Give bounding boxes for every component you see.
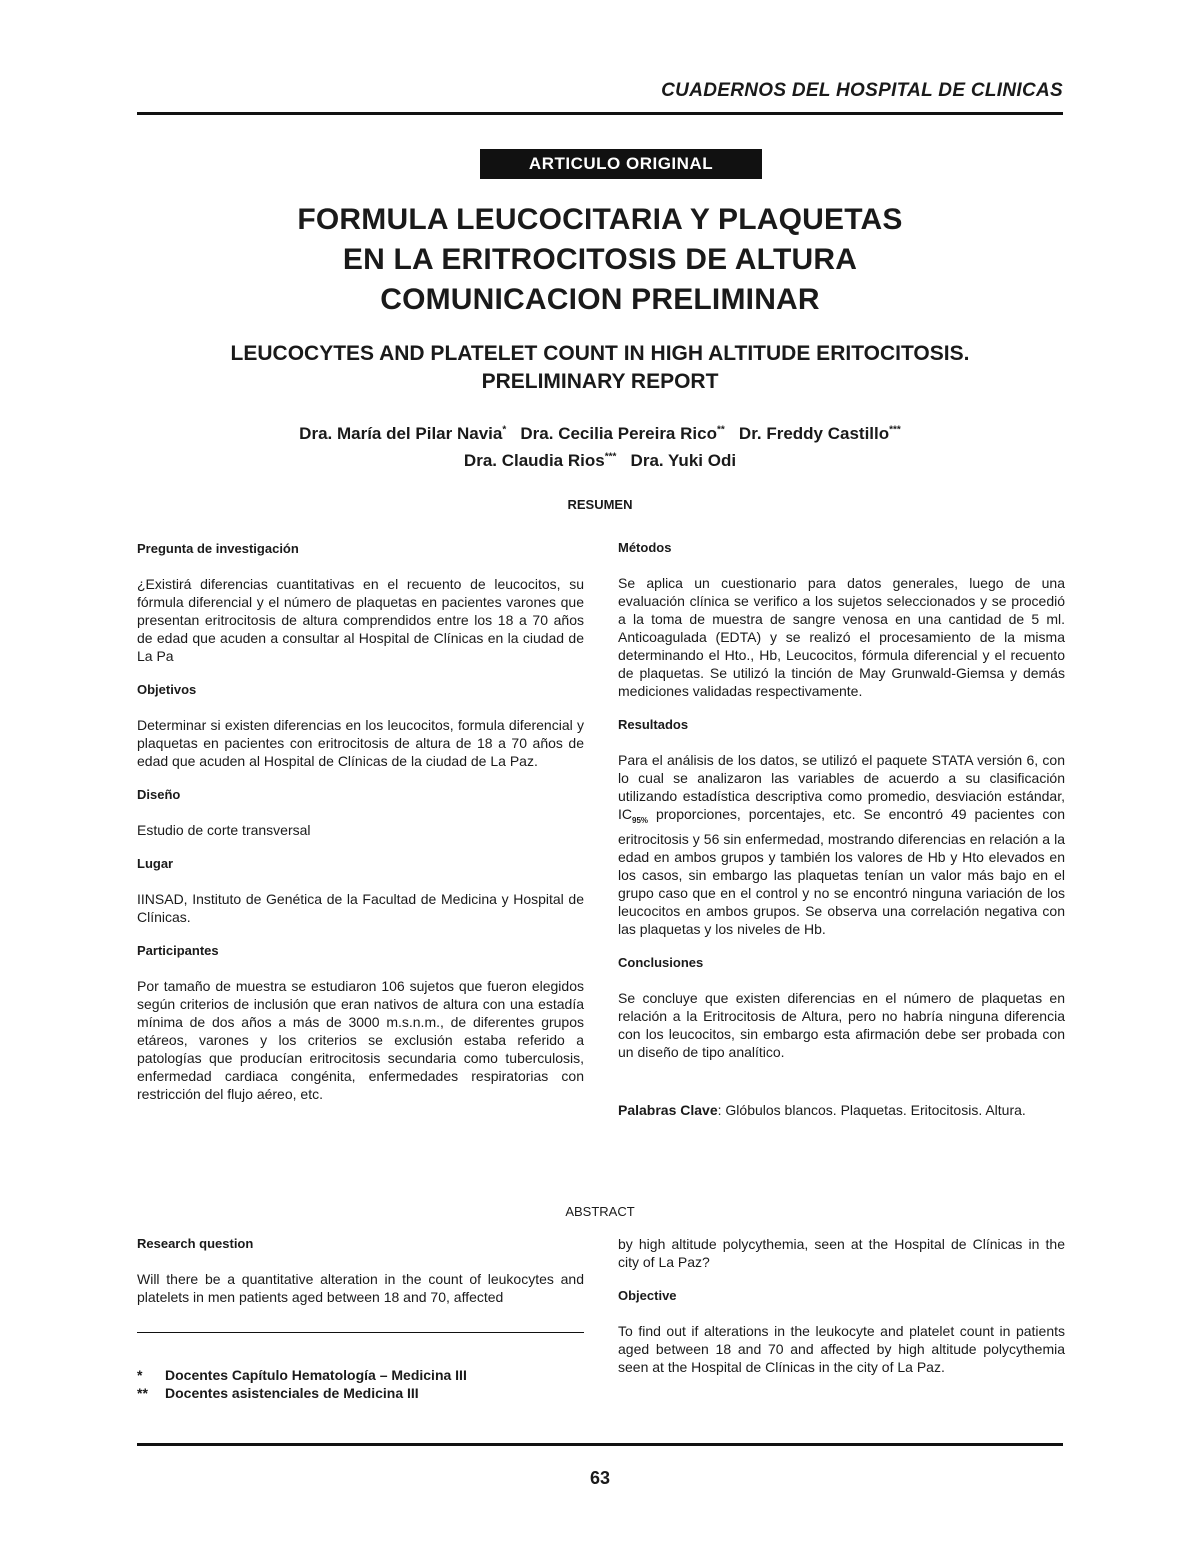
paragraph: IINSAD, Instituto de Genética de la Facultad de Medicina y Hospital de Clínicas.: [137, 891, 584, 925]
section-heading: Resultados: [618, 717, 689, 732]
footnote: ** Docentes asistenciales de Medicina III: [137, 1385, 419, 1401]
paragraph: ¿Existirá diferencias cuantitativas en el recuento de leucocitos, su fórmula diferencial y el número de plaquetas en pacientes varones que presentan eritrocitosis de altura comprendidos entre los 18 a 70 años de edad que acuden a consultar al Hospital de Clínicas en la ciudad de La Pa: [137, 576, 584, 664]
paragraph: by high altitude polycythemia, seen at the Hospital de Clínicas in the city of La Paz?: [618, 1236, 1065, 1270]
section-badge: ARTICULO ORIGINAL: [480, 149, 762, 179]
paragraph: Se concluye que existen diferencias en el número de plaquetas en relación a la Eritrocitosis de Altura, pero no habría ninguna diferencia con los leucocitos, sin embargo esta afirmación debe ser probada con un diseño de tipo analítico.: [618, 989, 1065, 1060]
abstract-right-column: [618, 1235, 1065, 1392]
section-heading: Objective: [618, 1288, 677, 1303]
footer-rule: [137, 1443, 1063, 1446]
section-heading: Métodos: [618, 540, 672, 555]
keywords: Palabras Clave: Glóbulos blancos. Plaquetas. Eritocitosis. Altura.: [618, 1101, 1026, 1118]
resumen-heading: RESUMEN: [567, 497, 633, 512]
author-list: [137, 420, 1063, 474]
page-number: 63: [589, 1468, 611, 1488]
article-subtitle: [137, 340, 1063, 396]
abstract-left-column: [137, 1235, 584, 1322]
paragraph: To find out if alterations in the leukocyte and platelet count in patients aged between 18 and 70 and affected by high altitude polycythemia seen at the Hospital de Clínicas in the city of La Paz.: [618, 1323, 1065, 1375]
subtitle-line: PRELIMINARY REPORT: [481, 370, 719, 393]
paragraph: Will there be a quantitative alteration in the count of leukocytes and platelets in men patients aged between 18 and 70, affected: [137, 1271, 584, 1305]
section-heading: Conclusiones: [618, 954, 704, 970]
journal-title: CUADERNOS DEL HOSPITAL DE CLINICAS: [661, 80, 1063, 101]
author: Dr. Freddy Castillo***: [738, 424, 901, 443]
author: Dra. Yuki Odi: [630, 451, 737, 470]
title-line: COMUNICACION PRELIMINAR: [380, 283, 820, 316]
title-line: EN LA ERITROCITOSIS DE ALTURA: [342, 243, 858, 276]
footnote: * Docentes Capítulo Hematología – Medicina III: [137, 1367, 467, 1383]
resumen-right-column: [618, 539, 1065, 1135]
section-heading: Objetivos: [137, 682, 197, 697]
resumen-left-column: [137, 540, 584, 1119]
author: Dra. María del Pilar Navia*: [299, 424, 507, 443]
section-heading: Research question: [137, 1236, 254, 1251]
paragraph: Se aplica un cuestionario para datos generales, luego de una evaluación clínica se verifico a los sujetos seleccionados y se procedió a la toma de muestra de sangre venosa en una cantidad de 5 ml. Anticoagulada (EDTA) y se realizó el procesamiento de la misma determinando el Hto., Hb, Leucocitos, fórmula diferencial y el recuento de plaquetas. Se utilizó la tinción de May Grunwald-Giemsa y demás mediciones validadas respectivamente.: [618, 575, 1065, 699]
paragraph: Determinar si existen diferencias en los leucocitos, formula diferencial y plaquetas en pacientes con eritrocitosis de altura de 18 a 70 años de edad que acuden al Hospital de Clínicas de la ciudad de La Paz.: [137, 717, 584, 769]
header-rule: [137, 112, 1063, 115]
author: Dra. Claudia Rios***: [463, 451, 617, 470]
paragraph: Estudio de corte transversal: [137, 822, 311, 838]
section-heading: Lugar: [137, 856, 174, 871]
abstract-heading: ABSTRACT: [565, 1204, 635, 1219]
paragraph: Por tamaño de muestra se estudiaron 106 sujetos que fueron elegidos según criterios de inclusión que eran nativos de altura con una estadía mínima de dos años a más de 3000 m.s.n.m., de diferentes grupos etáreos, varones y los criterios se exclusión estaba referido a patologías que producían eritrocitosis secundaria como tuberculosis, enfermedad cardiaca congénita, enfermedades respiratorias con restricción del flujo aéreo, etc.: [137, 978, 584, 1102]
section-heading: Participantes: [137, 943, 219, 958]
paragraph: Para el análisis de los datos, se utilizó el paquete STATA versión 6, con lo cual se analizaron las variables de acuerdo a su clasificación utilizando estadística descriptiva como promedio, desviación estándar, $IC_{95\%}$ proporciones, porcentajes, etc. Se encontró 49 pacientes con eritrocitosis y 56 sin enfermedad, mostrando diferencias en relación a la edad en ambos grupos y también los valores de Hb y Hto elevados en los casos, sin embargo las plaquetas tenían un valor más bajo en el grupo caso que en el control y no se encontró ninguna variación de los leucocitos en ambos grupos. Se observa una correlación negativa con las plaquetas y los niveles de Hb.: [618, 752, 1065, 937]
footnote-rule: [137, 1332, 584, 1333]
author: Dra. Cecilia Pereira Rico**: [520, 424, 725, 443]
title-line: FORMULA LEUCOCITARIA Y PLAQUETAS: [297, 203, 903, 236]
subtitle-line: LEUCOCYTES AND PLATELET COUNT IN HIGH ALTITUDE ERITOCITOSIS.: [230, 342, 970, 365]
article-title: [137, 200, 1063, 320]
section-heading: Diseño: [137, 787, 181, 802]
section-heading: Pregunta de investigación: [137, 541, 299, 556]
footnotes: [137, 1366, 467, 1402]
